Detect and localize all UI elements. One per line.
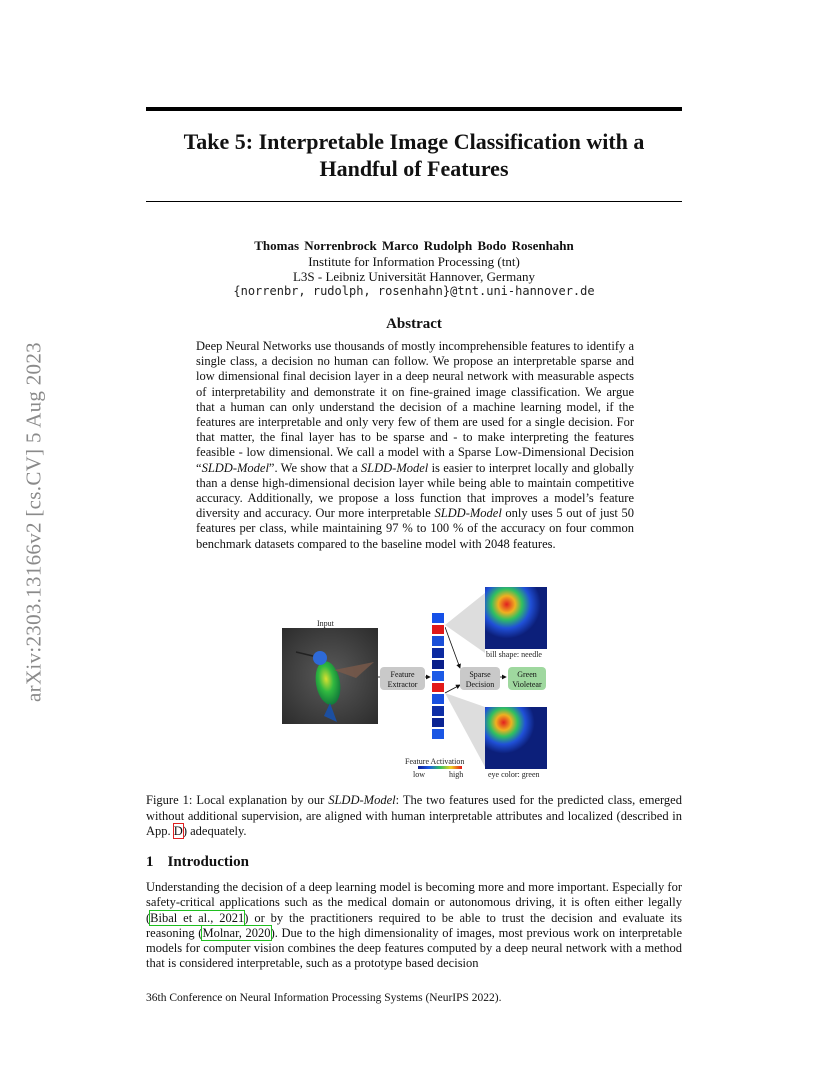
feature-cell bbox=[431, 612, 445, 624]
arxiv-side-stamp bbox=[14, 290, 54, 755]
paper-title bbox=[146, 128, 682, 182]
feature-cell bbox=[431, 717, 445, 729]
model-name: SLDD-Model bbox=[201, 460, 269, 475]
feature-cell bbox=[431, 647, 445, 659]
title-line-2: Handful of Features bbox=[319, 156, 509, 181]
colorbar-low: low bbox=[413, 770, 425, 779]
feature-cell bbox=[431, 682, 445, 694]
feature-cell bbox=[431, 693, 445, 705]
feature-cell bbox=[431, 728, 445, 740]
abstract-text: ”. We show that a bbox=[268, 460, 361, 475]
feature-cell bbox=[431, 659, 445, 671]
box-label: Feature bbox=[390, 670, 415, 679]
intro-paragraph bbox=[146, 880, 682, 972]
abstract-text: is easier to interpret locally and globally than a dense high-dimensional decision layer while being able to maintain competitive accuracy. Additionally, we propose a loss function that improves a model’s feature diversity and accuracy. Our more interpretable bbox=[196, 460, 634, 521]
intro-text: ) or by the practitioners required to be able to trust the decision and evaluate its reasoning ( bbox=[146, 910, 682, 940]
affiliation-line-2: L3S - Leibniz Universität Hannover, Germany bbox=[292, 269, 536, 284]
title-top-rule bbox=[146, 107, 682, 111]
citation-link[interactable]: Bibal et al., 2021 bbox=[150, 910, 245, 925]
box-label: Violetear bbox=[512, 680, 542, 689]
heatmap-top bbox=[485, 587, 547, 649]
activation-colorbar bbox=[418, 766, 462, 769]
citation-link[interactable]: Molnar, 2020 bbox=[202, 925, 271, 940]
figure-caption bbox=[146, 793, 682, 840]
box-label: Decision bbox=[465, 680, 495, 689]
model-name: SLDD-Model bbox=[434, 506, 502, 521]
caption-text: ) adequately. bbox=[182, 824, 247, 838]
figure-1 bbox=[270, 585, 570, 780]
author-emails[interactable]: {norrenbr, rudolph, rosenhahn}@tnt.uni-hannover.de bbox=[233, 284, 595, 298]
title-line-1: Take 5: Interpretable Image Classification with a bbox=[183, 129, 645, 154]
arxiv-id[interactable]: arXiv:2303.13166v2 [cs.CV] 5 Aug 2023 bbox=[21, 342, 46, 702]
caption-text: : The two features used for the predicted class, emerged without additional supervision, are aligned with human interpretable attributes and localized (described in App. bbox=[146, 793, 682, 838]
heatmap-bottom-label: eye color: green bbox=[488, 770, 540, 779]
activation-title: Feature Activation bbox=[405, 757, 465, 766]
section-heading bbox=[146, 854, 249, 871]
input-label: Input bbox=[317, 619, 334, 628]
affiliation-line-1: Institute for Information Processing (tnt) bbox=[308, 254, 520, 269]
feature-cell bbox=[431, 705, 445, 717]
heatmap-top-label: bill shape: needle bbox=[486, 650, 542, 659]
box-label: Extractor bbox=[387, 680, 418, 689]
model-name: SLDD-Model bbox=[360, 460, 429, 475]
abstract-text: only uses 5 out of just 50 features per class, while maintaining 97 % to 100 % of the accuracy on four common benchmark datasets compared to the baseline model with 2048 features. bbox=[196, 506, 634, 551]
box-label: Sparse bbox=[469, 670, 491, 679]
heatmap-bottom bbox=[485, 707, 547, 769]
feature-vector bbox=[431, 612, 445, 740]
feature-cell bbox=[431, 624, 445, 636]
sparse-decision-box bbox=[460, 667, 500, 690]
intro-text: Understanding the decision of a deep learning model is becoming more and more important. Especially for safety-critical applications such as the medical domain or autonomous driving, it is often either legally ( bbox=[146, 880, 682, 925]
section-number: 1 bbox=[146, 854, 154, 870]
abstract-text: Deep Neural Networks use thousands of mostly incomprehensible features to identify a single class, a decision no human can follow. We propose an interpretable sparse and low dimensional final decision layer in a deep neural network with measurable aspects of interpretability and demonstrate it on fine-grained image classification. We argue that a human can only understand the decision of a machine learning model, if the features are interpretable and only very few of them are used for a single decision. For that matter, the final layer has to be sparse and - to make interpreting the features feasible - low dimensional. We call a model with a Sparse Low-Dimensional Decision “ bbox=[196, 339, 634, 475]
intro-text: ). Due to the high dimensionality of images, most previous work on interpretable models for computer vision combines the deep features computed by a deep neural network with a method that is considered interpretable, such as a prototype based decision bbox=[146, 925, 682, 971]
feature-extractor-box bbox=[380, 667, 425, 690]
conference-footer: 36th Conference on Neural Information Processing Systems (NeurIPS 2022). bbox=[146, 992, 502, 1004]
feature-cell bbox=[431, 670, 445, 682]
feature-cell bbox=[431, 635, 445, 647]
abstract-body bbox=[196, 339, 634, 552]
title-bottom-rule bbox=[146, 201, 682, 202]
caption-text: Figure 1: Local explanation by our bbox=[146, 793, 329, 807]
colorbar-high: high bbox=[449, 770, 464, 779]
model-name: SLDD-Model bbox=[328, 793, 396, 807]
abstract-heading: Abstract bbox=[386, 316, 442, 332]
section-title: Introduction bbox=[167, 854, 249, 870]
author-list: Thomas Norrenbrock Marco Rudolph Bodo Rosenhahn bbox=[254, 238, 574, 253]
box-label: Green bbox=[517, 670, 537, 679]
appendix-link[interactable]: D bbox=[173, 824, 183, 838]
predicted-class-box bbox=[508, 667, 546, 690]
